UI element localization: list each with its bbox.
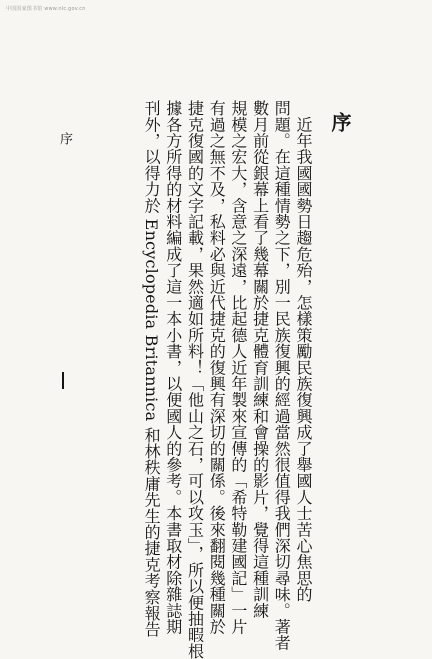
body-text [132, 100, 314, 659]
text-column-6: 捷克復國的文字記載，果然適如所料！「他山之石，可以攻玉」，所以便抽暇根 [185, 100, 205, 659]
text-column-5: 有過之無不及，私料必與近代捷克的復興有深切的關係。後來翻閱幾種關於 [207, 100, 227, 635]
text-column-2: 問題。在這種情勢之下，別一民族復興的經過當然很值得我們深切尋味。著者 [272, 100, 292, 651]
text-column-8: 刊外，以得力於 Encyclopedia Britannica 和林秩庸先生的捷克考察報告 [142, 100, 162, 638]
text-column-4: 規模之宏大，含意之深遠，比起德人近年製來宣傳的「希特勒建國記」一片 [228, 100, 248, 635]
text-column-1: 近年我國國勢日趨危殆，怎樣策勵民族復興成了舉國人士苦心焦思的 [294, 100, 313, 603]
running-header: 序 [57, 132, 72, 145]
watermark: 中国国家图书馆 www.nlc.gov.cn [6, 6, 86, 12]
page-number [62, 372, 64, 389]
text-column-3: 數月前從銀幕上看了幾幕關於捷克體育訓練和會操的影片，覺得這種訓練 [250, 100, 270, 619]
page-title: 序 [328, 112, 352, 132]
text-column-7: 據各方所得的材料編成了這一本小書，以便國人的參考。本書取材除雜誌期 [163, 100, 183, 635]
